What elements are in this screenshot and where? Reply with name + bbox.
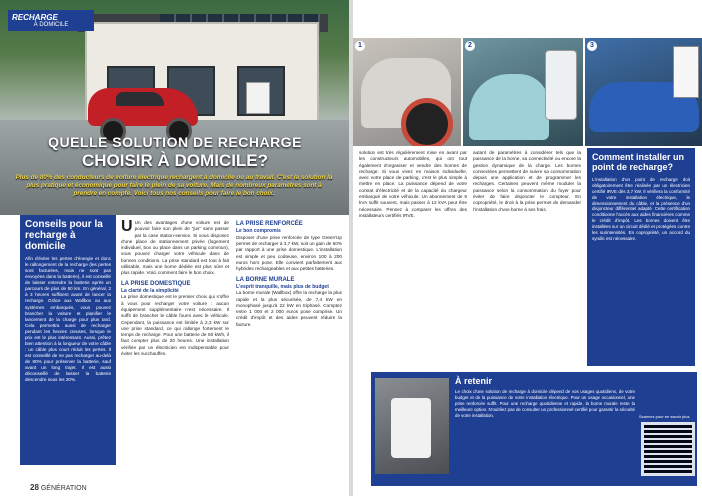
- deck: Plus de 80% des conducteurs de voiture électrique rechargent à domicile ou au travail. C'est la solution la plus pratique et économique pour faire le plein de sa voiture. Mais de nombreux paramètres sont à prendre en compte. Voici tous nos conseils pour faire le bon choix.: [15, 174, 333, 198]
- retenir-title: À retenir: [455, 376, 493, 386]
- hero-photo: [0, 0, 349, 215]
- subheading-borne: L'esprit tranquille, mais plus de budget: [236, 283, 329, 290]
- charging-station: [673, 46, 699, 98]
- install-box: [587, 148, 695, 366]
- text-renforcee: Disposer d'une prise renforcée de type Green'Up permet de recharger à 3,7 kW, soit un gain de 60% par rapport à une prise domestique. L'installation est simple et peu coûteuse, environ 100 à 200 euros hors pose. Elle convient parfaitement aux hybrides rechargeables et aux petites batteries.: [236, 234, 342, 272]
- retenir-box: [371, 372, 697, 486]
- teal-car: [469, 74, 549, 140]
- heading-renforcee: LA PRISE RENFORCÉE: [236, 221, 303, 227]
- left-column-1: [121, 220, 229, 357]
- wallbox-charger: [246, 82, 270, 114]
- headline: [10, 134, 340, 171]
- wallbox: [545, 50, 577, 120]
- right-page: [353, 0, 702, 496]
- photo-number-2: 2: [465, 41, 475, 51]
- photo-number-1: 1: [355, 41, 365, 51]
- photo-1: [353, 38, 461, 146]
- photo-3: [585, 38, 702, 146]
- footer-brand: GÉNÉRATION: [40, 485, 87, 492]
- headline-line1: QUELLE SOLUTION DE RECHARGE: [48, 134, 302, 150]
- subheading-renforcee: Le bon compromis: [236, 228, 281, 235]
- qr-code[interactable]: [641, 422, 695, 476]
- install-text: L'installation d'un point de recharge doit obligatoirement être réalisée par un électricien certifié IRVE dès 3,7 kW. Il vérifiera la conformité de votre installation électrique, le dimensionnement du câble, et la présence d'un disjoncteur différentiel adapté. Cette certification conditionne l'accès aux aides financières comme le crédit d'impôt. Les bornes doivent être installées sur un circuit dédié et protégées contre les surintensités. En copropriété, un accord du syndic est nécessaire.: [592, 176, 690, 242]
- headline-line2: CHOISIR À DOMICILE?: [81, 151, 269, 170]
- text-prise: La prise domestique est le premier choix qui s'offre à vous pour recharger votre voiture : aucun équipement supplémentaire n'est nécessaire. Il suffit de brancher le câble fourni avec le véhicule. Cependant, la puissance est limitée à 2,3 kW sur une prise standard, ce qui rallonge fortement le temps de recharge. Pour une batterie de 50 kWh, il faut compter plus de 20 heures. Une installation vérifiée par un électricien est indispensable pour éviter les surchauffes.: [121, 294, 229, 357]
- qr-label: Scannez pour en savoir plus: [639, 414, 690, 419]
- photo-number-3: 3: [587, 41, 597, 51]
- section-tag-sub: À DOMICILE: [33, 22, 69, 28]
- photo-2: [463, 38, 583, 146]
- install-title: Comment installer un point de recharge?: [592, 152, 685, 172]
- page-number: 28: [30, 483, 39, 492]
- section-tag: [8, 10, 94, 31]
- car-wheel: [401, 98, 453, 146]
- text-borne: La borne murale (Wallbox) offre la recharge la plus rapide et la plus sécurisée, de 7,4 kW en monophasé jusqu'à 22 kW en triphasé. Comptez entre 1 000 et 2 000 euros pose comprise. Un crédit d'impôt et des aides peuvent réduire la facture.: [236, 290, 342, 327]
- heading-borne: LA BORNE MURALE: [236, 276, 295, 283]
- left-column-2: [236, 220, 342, 328]
- subheading-prise: La clarté de la simplicité: [121, 287, 179, 294]
- page-footer-left: [30, 483, 87, 492]
- retenir-text: Le choix d'une solution de recharge à domicile dépend de vos usages quotidiens, de votre budget et de la puissance de votre installation électrique. Pour un usage occasionnel, une prise renforcée suffit. Pour une recharge quotidienne et rapide, la borne murale reste la meilleure option. N'oubliez pas de consulter un professionnel certifié pour garantir la sécurité de votre installation.: [455, 389, 635, 418]
- left-page: [0, 0, 349, 496]
- intro-text: Un des avantages d'une voiture est de pouvoir faire son plein de "jus" sans passer par la case station-service. Si vous disposez d'une place de stationnement privée (logement individuel, box ou place dans un parking commun), vous pouvez charger votre véhicule dans de bonnes conditions. La prise standard est tout à fait utilisable, mais une borne dédiée est plus sûre et plus rapide. Voici comment faire le bon choix.: [121, 220, 229, 276]
- sidebar-text: Afin d'éviter les pertes d'énergie et donc le rallongement de la recharge (les pertes sont facturées, mais ne sont pas envoyées dans la batterie), il est conseillé de laisser entendre la batterie après un parcours de plus de 50 km. En général, 2 à 3 heures suffisent avant de lancer la recharge. Grâce aux Wallbox ou aux systèmes embarqués, vous pouvez brancher la voiture et planifier le lancement de la charge pour plus tard. Cela permettra aussi de recharger pendant les heures creuses, lorsque le prix est le plus intéressant. Aussi, prêtez bien attention à la longueur de votre câble : un câble plus court réduit les pertes. Il est conseillé de ne pas recharger au-delà de 80% pour préserver la batterie, sauf avant un long trajet. Il est aussi déconseillé de laisser la batterie descendre sous les 20%.: [25, 256, 111, 383]
- advice-sidebar: [20, 215, 116, 465]
- retenir-photo: [375, 378, 449, 474]
- sidebar-title: Conseils pour la recharge à domicile: [25, 219, 103, 252]
- heading-prise: LA PRISE DOMESTIQUE: [121, 280, 191, 287]
- right-column-2: autant de paramètres à considérer tels que la puissance de la borne, sa connectivité ou encore la gestion dynamique de la charge. Les bornes connectées permettent de suivre sa consommation depuis une application et de programmer les recharges. Certaines peuvent même moduler la puissance selon la consommation du foyer pour éviter de faire disjoncter le compteur. En copropriété, le droit à la prise permet de demander l'installation d'une borne à ses frais.: [473, 150, 581, 212]
- right-column-1: solution est très régulièrement mise en avant par les constructeurs automobiles, qui ont tout également d'organiser et vendre des bornes de recharge. Si vous vivez en maison individuelle, avec votre place de parking, c'est le plus simple à mettre en place. La puissance dépend de votre contrat d'électricité et de la capacité du chargeur embarqué de votre véhicule. Un abonnement de 9 kVA suffit souvent, mais passer à 12 kVA peut être nécessaire. Pensez à comparer les offres des installateurs certifiés IRVE.: [359, 150, 467, 218]
- section-tag-title: RECHARGE: [12, 13, 58, 22]
- intro-paragraph: U Un des avantages d'une voiture est de pouvoir faire son plein de "jus" sans passer par la case station-service. Si vous disposez d'une place de stationnement privée (logement individuel, box ou place dans un parking commun), vous pouvez charger votre véhicule dans de bonnes conditions. La prise standard est tout à fait utilisable, mais une borne dédiée est plus sûre et plus rapide. Voici comment faire le bon choix.: [121, 218, 229, 276]
